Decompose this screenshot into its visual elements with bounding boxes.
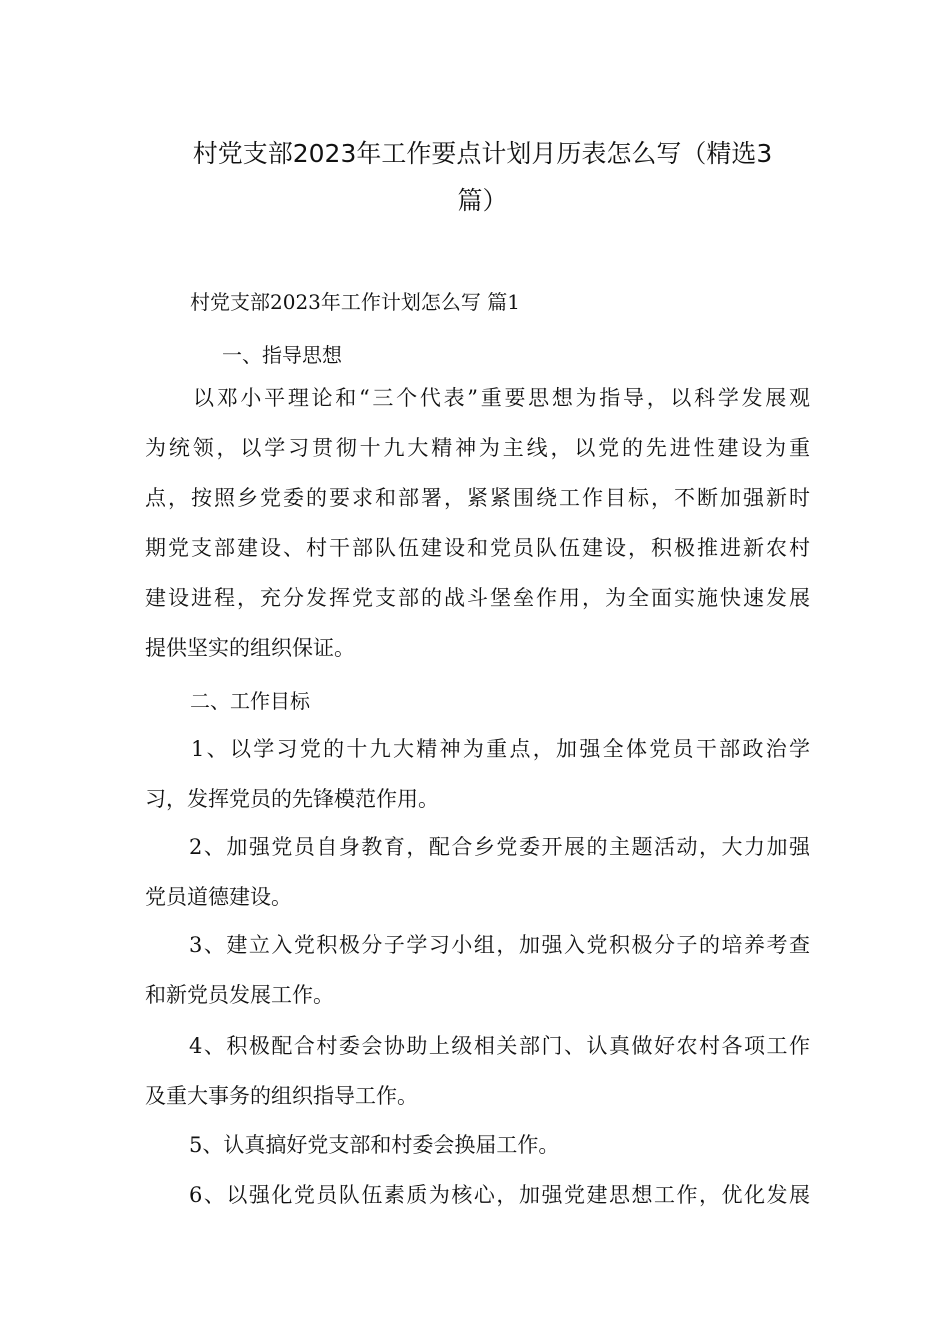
paragraph-line: 为统领，以学习贯彻十九大精神为主线，以党的先进性建设为重 (145, 436, 810, 460)
paragraph-line: 党员道德建设。 (145, 885, 292, 909)
paragraph-guiding-thought (145, 373, 810, 673)
paragraph-line: 5、认真搞好党支部和村委会换届工作。 (189, 1133, 560, 1157)
paragraph-line: 期党支部建设、村干部队伍建设和党员队伍建设，积极推进新农村 (145, 536, 810, 560)
paragraph-line: 以邓小平理论和“三个代表”重要思想为指导，以科学发展观 (193, 386, 810, 410)
title-line-1: 村党支部2023年工作要点计划月历表怎么写（精选3 (192, 139, 773, 168)
goal-item-5 (145, 1120, 810, 1170)
article-heading: 村党支部2023年工作计划怎么写 篇1 (190, 290, 520, 314)
paragraph-line: 6、以强化党员队伍素质为核心，加强党建思想工作，优化发展 (189, 1183, 810, 1207)
paragraph-line: 建设进程，充分发挥党支部的战斗堡垒作用，为全面实施快速发展 (145, 586, 810, 610)
paragraph-line: 提供坚实的组织保证。 (145, 636, 355, 660)
document-title (150, 130, 815, 224)
goal-item-6 (145, 1170, 810, 1220)
paragraph-line: 3、建立入党积极分子学习小组，加强入党积极分子的培养考查 (189, 933, 810, 957)
paragraph-line: 习，发挥党员的先锋模范作用。 (145, 787, 439, 811)
paragraph-line: 4、积极配合村委会协助上级相关部门、认真做好农村各项工作 (189, 1034, 810, 1058)
goal-item-4 (145, 1021, 810, 1121)
paragraph-line: 和新党员发展工作。 (145, 983, 334, 1007)
section2-heading: 二、工作目标 (190, 689, 310, 713)
paragraph-line: 2、加强党员自身教育，配合乡党委开展的主题活动，大力加强 (189, 835, 810, 859)
title-line-2: 篇） (457, 186, 508, 215)
paragraph-line: 1、以学习党的十九大精神为重点，加强全体党员干部政治学 (191, 737, 810, 761)
goal-item-2 (145, 822, 810, 922)
section1-heading: 一、指导思想 (222, 343, 342, 367)
paragraph-line: 点，按照乡党委的要求和部署，紧紧围绕工作目标，不断加强新时 (145, 486, 810, 510)
paragraph-line: 及重大事务的组织指导工作。 (145, 1084, 418, 1108)
goal-item-1 (145, 724, 810, 824)
goal-item-3 (145, 920, 810, 1020)
